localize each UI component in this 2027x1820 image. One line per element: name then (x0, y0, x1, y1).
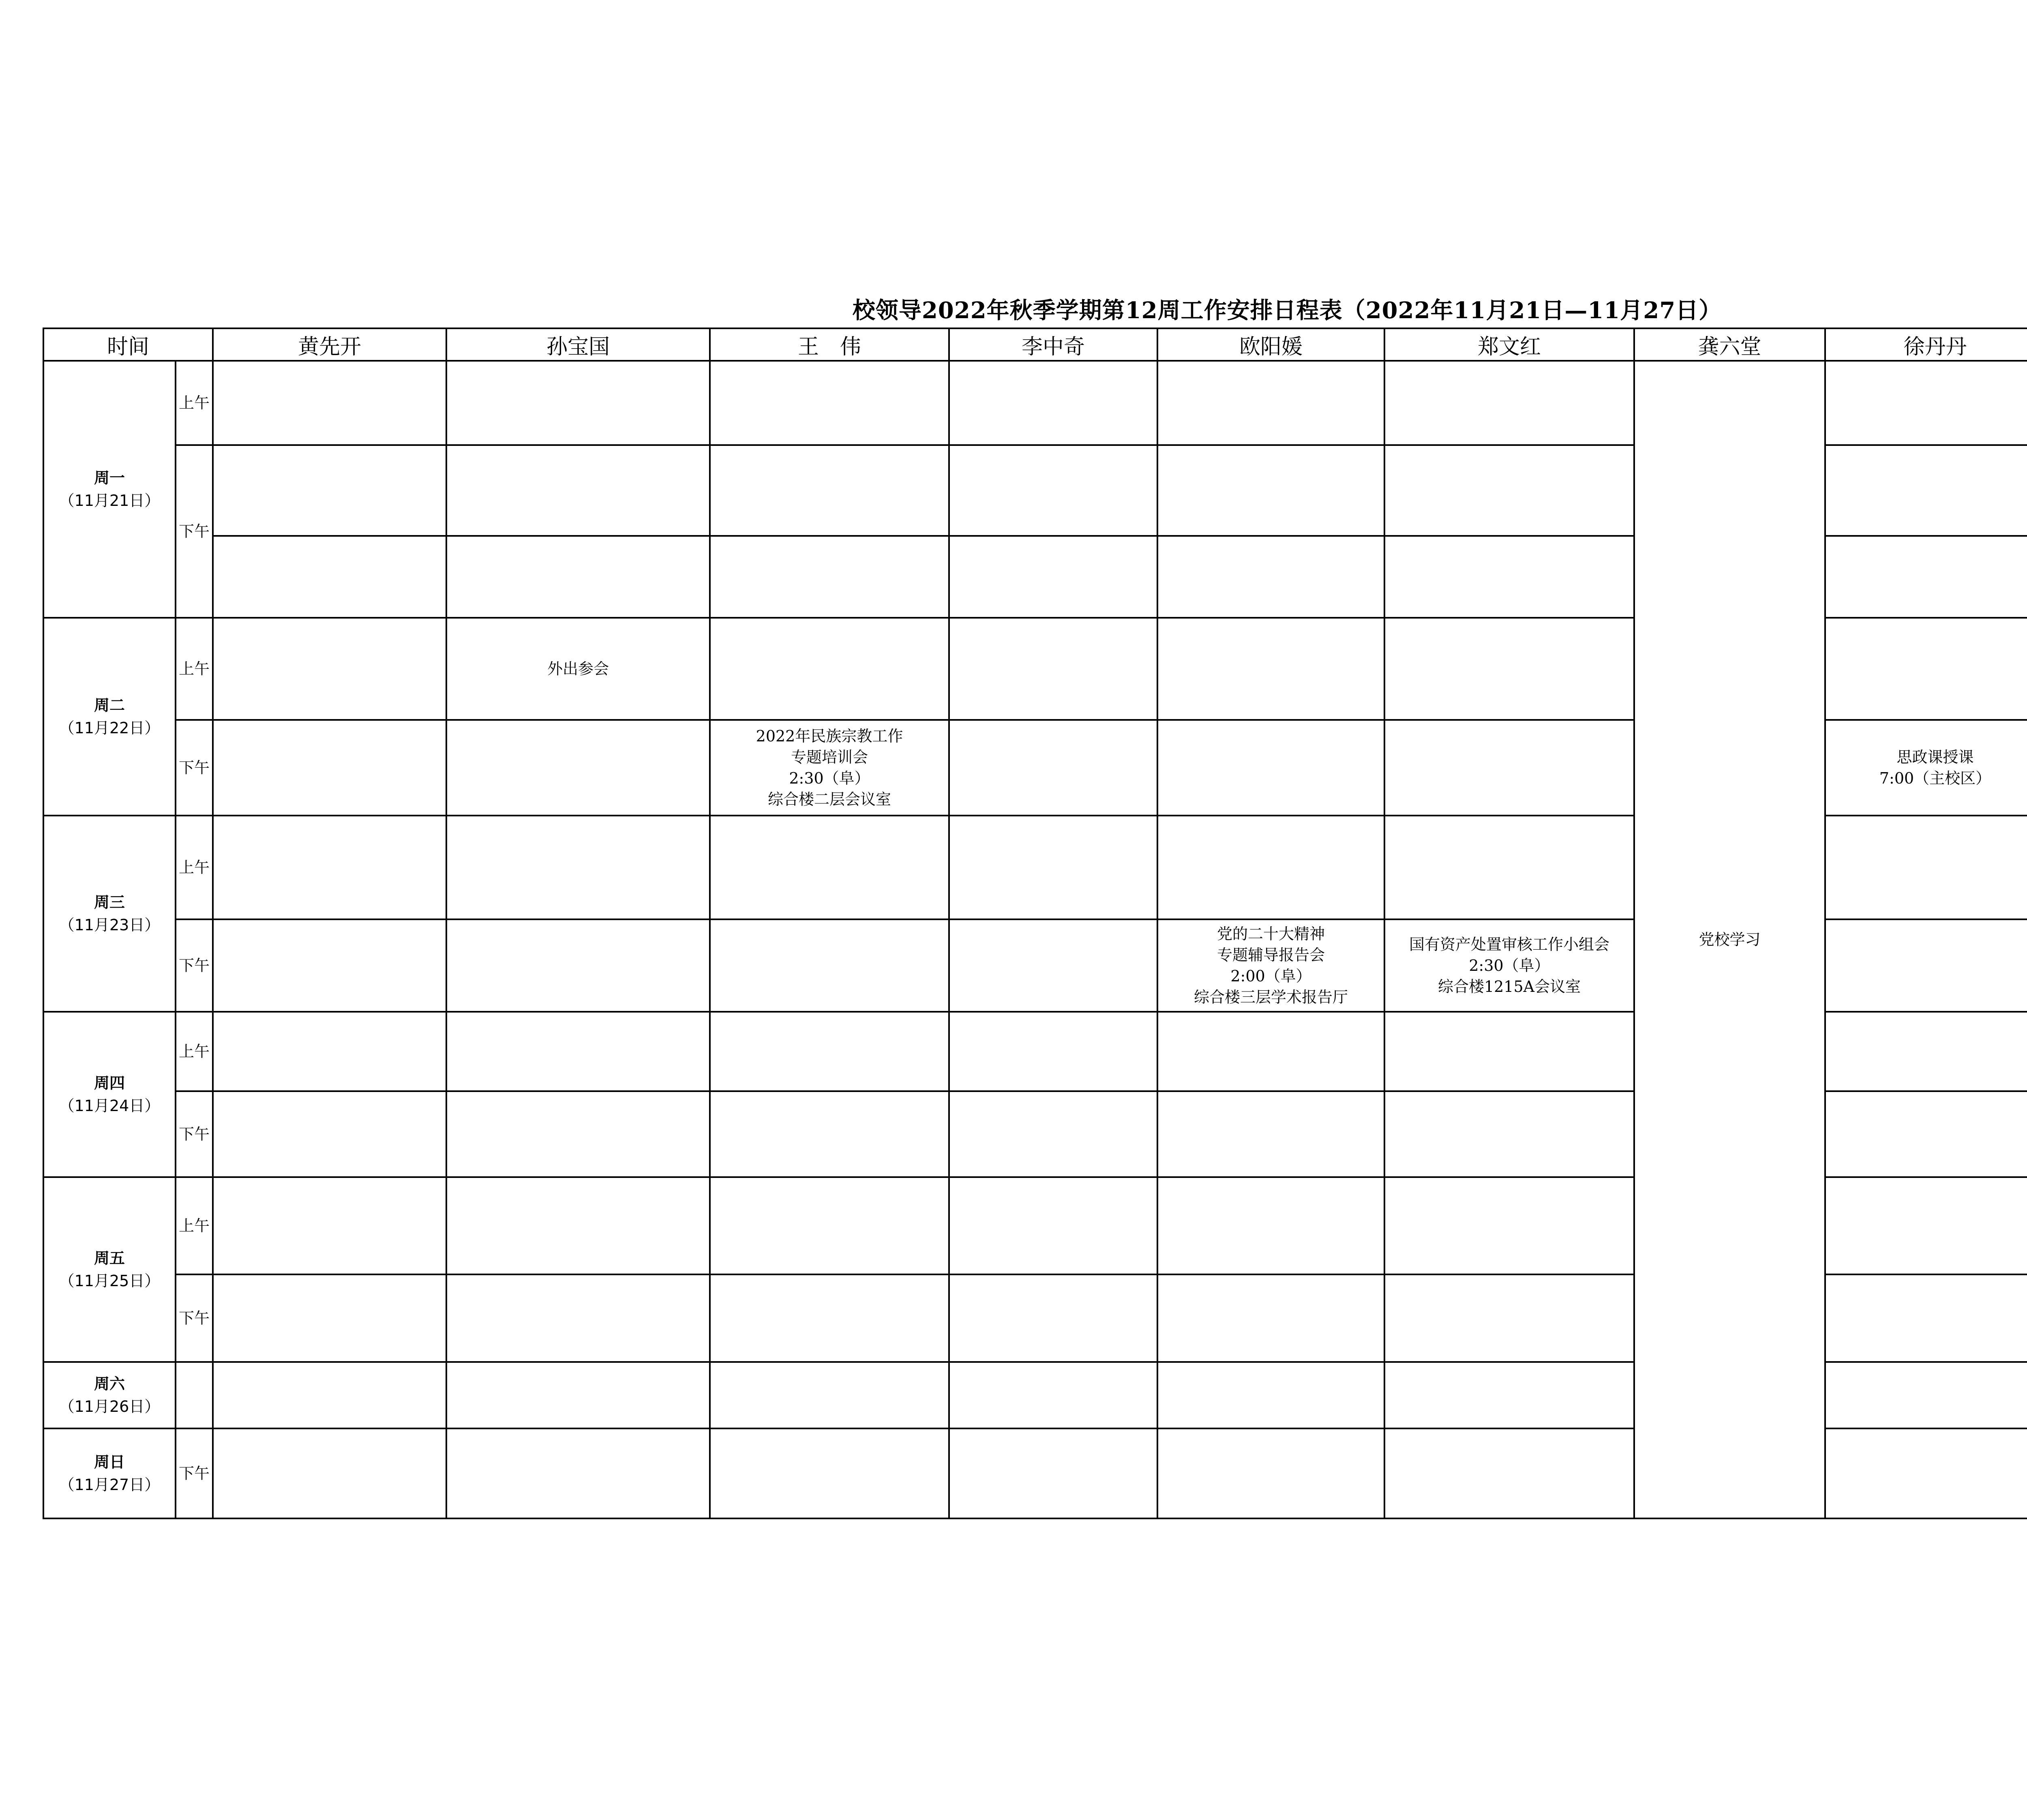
day-name: 周六 (94, 1375, 125, 1393)
period-char: 午 (194, 759, 210, 777)
schedule-cell (1157, 361, 1384, 445)
period-empty (176, 1362, 213, 1428)
schedule-cell (446, 536, 710, 618)
period-pm (176, 445, 213, 618)
schedule-cell (1384, 1177, 1634, 1274)
header-time: 时间 (43, 328, 213, 361)
period-char: 上 (178, 859, 194, 876)
schedule-cell-event (1157, 919, 1384, 1012)
schedule-cell (710, 919, 949, 1012)
schedule-cell (710, 1362, 949, 1428)
day-cell-fri (43, 1177, 176, 1362)
event-line: 2:00（阜） (1230, 967, 1311, 985)
period-pm (176, 1274, 213, 1362)
period-am (176, 361, 213, 445)
schedule-cell (949, 536, 1157, 618)
period-char: 上 (178, 1217, 194, 1235)
day-cell-mon (43, 361, 176, 618)
schedule-cell (1157, 1091, 1384, 1177)
period-am (176, 816, 213, 919)
schedule-cell (949, 445, 1157, 536)
schedule-cell (1825, 536, 2027, 618)
day-name: 周三 (94, 893, 125, 911)
day-cell-sat (43, 1362, 176, 1428)
schedule-cell (1825, 618, 2027, 720)
period-char: 上 (178, 394, 194, 412)
day-name: 周四 (94, 1074, 125, 1092)
schedule-cell (949, 1362, 1157, 1428)
schedule-cell (710, 1012, 949, 1091)
schedule-cell (710, 536, 949, 618)
day-name: 周二 (94, 696, 125, 714)
schedule-cell (446, 720, 710, 816)
event-line: 专题培训会 (791, 748, 868, 766)
period-pm (176, 1091, 213, 1177)
schedule-cell (1157, 445, 1384, 536)
event-line: 综合楼1215A会议室 (1438, 978, 1581, 996)
schedule-cell (213, 1177, 446, 1274)
schedule-cell (446, 1012, 710, 1091)
schedule-cell (446, 361, 710, 445)
schedule-cell (1825, 361, 2027, 445)
schedule-cell (1384, 720, 1634, 816)
schedule-cell (949, 618, 1157, 720)
schedule-cell (949, 361, 1157, 445)
period-char: 下 (178, 522, 194, 540)
event-line: 2:30（阜） (789, 769, 870, 787)
schedule-cell (1384, 1428, 1634, 1518)
period-am (176, 1012, 213, 1091)
period-am (176, 618, 213, 720)
header-leader: 孙宝国 (446, 328, 710, 361)
period-char: 午 (194, 394, 210, 412)
schedule-cell (213, 1012, 446, 1091)
event-line: 综合楼三层学术报告厅 (1194, 988, 1348, 1006)
schedule-cell (949, 1177, 1157, 1274)
schedule-cell (1157, 1012, 1384, 1091)
period-char: 午 (194, 522, 210, 540)
event-line: 思政课授课 (1896, 748, 1974, 766)
schedule-cell (1384, 618, 1634, 720)
schedule-cell (213, 919, 446, 1012)
schedule-cell (446, 1091, 710, 1177)
schedule-cell (213, 618, 446, 720)
schedule-cell (446, 1177, 710, 1274)
header-leader: 欧阳媛 (1157, 328, 1384, 361)
schedule-table (43, 328, 2027, 1519)
schedule-cell (1825, 1091, 2027, 1177)
period-char: 午 (194, 1309, 210, 1327)
schedule-cell (1825, 1428, 2027, 1518)
period-char: 上 (178, 660, 194, 678)
day-date: （11月26日） (59, 1398, 160, 1415)
period-char: 午 (194, 1043, 210, 1060)
schedule-cell (213, 816, 446, 919)
schedule-cell (1384, 536, 1634, 618)
schedule-cell (949, 1428, 1157, 1518)
period-pm (176, 1428, 213, 1518)
schedule-cell (949, 720, 1157, 816)
day-date: （11月25日） (59, 1272, 160, 1290)
page-title: 校领导2022年秋季学期第12周工作安排日程表（2022年11月21日—11月27日） (852, 297, 1722, 324)
header-leader: 龚六堂 (1634, 328, 1825, 361)
schedule-cell (446, 1362, 710, 1428)
period-char: 下 (178, 957, 194, 974)
schedule-cell-event (1384, 919, 1634, 1012)
schedule-cell (1825, 1274, 2027, 1362)
day-cell-sun (43, 1428, 176, 1518)
event-line: 2022年民族宗教工作 (756, 727, 903, 745)
event-line: 7:00（主校区） (1879, 769, 1991, 787)
schedule-cell-event (710, 720, 949, 816)
schedule-cell (213, 536, 446, 618)
schedule-cell (1384, 1362, 1634, 1428)
day-date: （11月23日） (59, 916, 160, 934)
schedule-cell (1384, 1274, 1634, 1362)
schedule-cell (1157, 1362, 1384, 1428)
schedule-cell (1157, 720, 1384, 816)
schedule-cell (710, 1428, 949, 1518)
event-line: 党的二十大精神 (1217, 925, 1325, 943)
event-line: 2:30（阜） (1469, 957, 1550, 974)
header-leader: 王 伟 (710, 328, 949, 361)
schedule-cell (1825, 445, 2027, 536)
schedule-cell (1157, 536, 1384, 618)
schedule-cell (1825, 1012, 2027, 1091)
schedule-cell (710, 1177, 949, 1274)
schedule-cell (213, 445, 446, 536)
schedule-cell (213, 1362, 446, 1428)
day-name: 周五 (94, 1249, 125, 1267)
header-leader: 郑文红 (1384, 328, 1634, 361)
table-row (43, 361, 2027, 445)
day-cell-wed (43, 816, 176, 1012)
schedule-cell (446, 1428, 710, 1518)
header-leader: 李中奇 (949, 328, 1157, 361)
schedule-cell (1157, 1177, 1384, 1274)
schedule-cell (710, 618, 949, 720)
period-am (176, 1177, 213, 1274)
period-char: 下 (178, 1125, 194, 1143)
schedule-cell (1157, 1428, 1384, 1518)
schedule-cell-gong-liutang: 党校学习 (1634, 361, 1825, 1518)
header-row (43, 328, 2027, 361)
day-cell-thu (43, 1012, 176, 1177)
schedule-cell (213, 1274, 446, 1362)
schedule-cell (1157, 618, 1384, 720)
schedule-cell (1384, 816, 1634, 919)
schedule-cell-event (1825, 720, 2027, 816)
day-date: （11月21日） (59, 492, 160, 510)
period-char: 下 (178, 759, 194, 777)
schedule-cell (710, 816, 949, 919)
period-char: 午 (194, 1465, 210, 1482)
schedule-cell (1157, 816, 1384, 919)
schedule-cell (213, 1428, 446, 1518)
schedule-cell (1825, 1177, 2027, 1274)
schedule-cell (1384, 361, 1634, 445)
day-date: （11月22日） (59, 719, 160, 737)
period-char: 午 (194, 859, 210, 876)
schedule-cell (213, 361, 446, 445)
period-char: 午 (194, 1217, 210, 1235)
period-char: 下 (178, 1465, 194, 1482)
event-line: 国有资产处置审核工作小组会 (1409, 936, 1610, 953)
schedule-cell (446, 1274, 710, 1362)
schedule-cell (710, 1274, 949, 1362)
schedule-cell (1384, 1091, 1634, 1177)
schedule-cell (949, 919, 1157, 1012)
schedule-cell (213, 720, 446, 816)
schedule-cell (1825, 816, 2027, 919)
schedule-cell (949, 1091, 1157, 1177)
schedule-cell (1384, 1012, 1634, 1091)
schedule-cell (446, 445, 710, 536)
schedule-cell-event: 外出参会 (446, 618, 710, 720)
schedule-cell (949, 1012, 1157, 1091)
schedule-cell (446, 919, 710, 1012)
schedule-cell (1384, 445, 1634, 536)
period-pm (176, 919, 213, 1012)
period-char: 午 (194, 957, 210, 974)
day-name: 周日 (94, 1453, 125, 1471)
day-date: （11月24日） (59, 1097, 160, 1115)
period-char: 上 (178, 1043, 194, 1060)
schedule-cell (213, 1091, 446, 1177)
day-cell-tue (43, 618, 176, 816)
event-line: 综合楼二层会议室 (768, 790, 891, 808)
schedule-cell (949, 816, 1157, 919)
schedule-cell (710, 1091, 949, 1177)
period-char: 午 (194, 1125, 210, 1143)
header-leader: 黄先开 (213, 328, 446, 361)
schedule-cell (1157, 1274, 1384, 1362)
header-leader: 徐丹丹 (1825, 328, 2027, 361)
day-name: 周一 (94, 469, 125, 487)
period-char: 午 (194, 660, 210, 678)
schedule-cell (710, 445, 949, 536)
schedule-cell (949, 1274, 1157, 1362)
period-char: 下 (178, 1309, 194, 1327)
period-pm (176, 720, 213, 816)
day-date: （11月27日） (59, 1476, 160, 1494)
schedule-cell (446, 816, 710, 919)
schedule-cell (1825, 1362, 2027, 1428)
schedule-cell (1825, 919, 2027, 1012)
event-line: 专题辅导报告会 (1217, 946, 1325, 964)
schedule-cell (710, 361, 949, 445)
